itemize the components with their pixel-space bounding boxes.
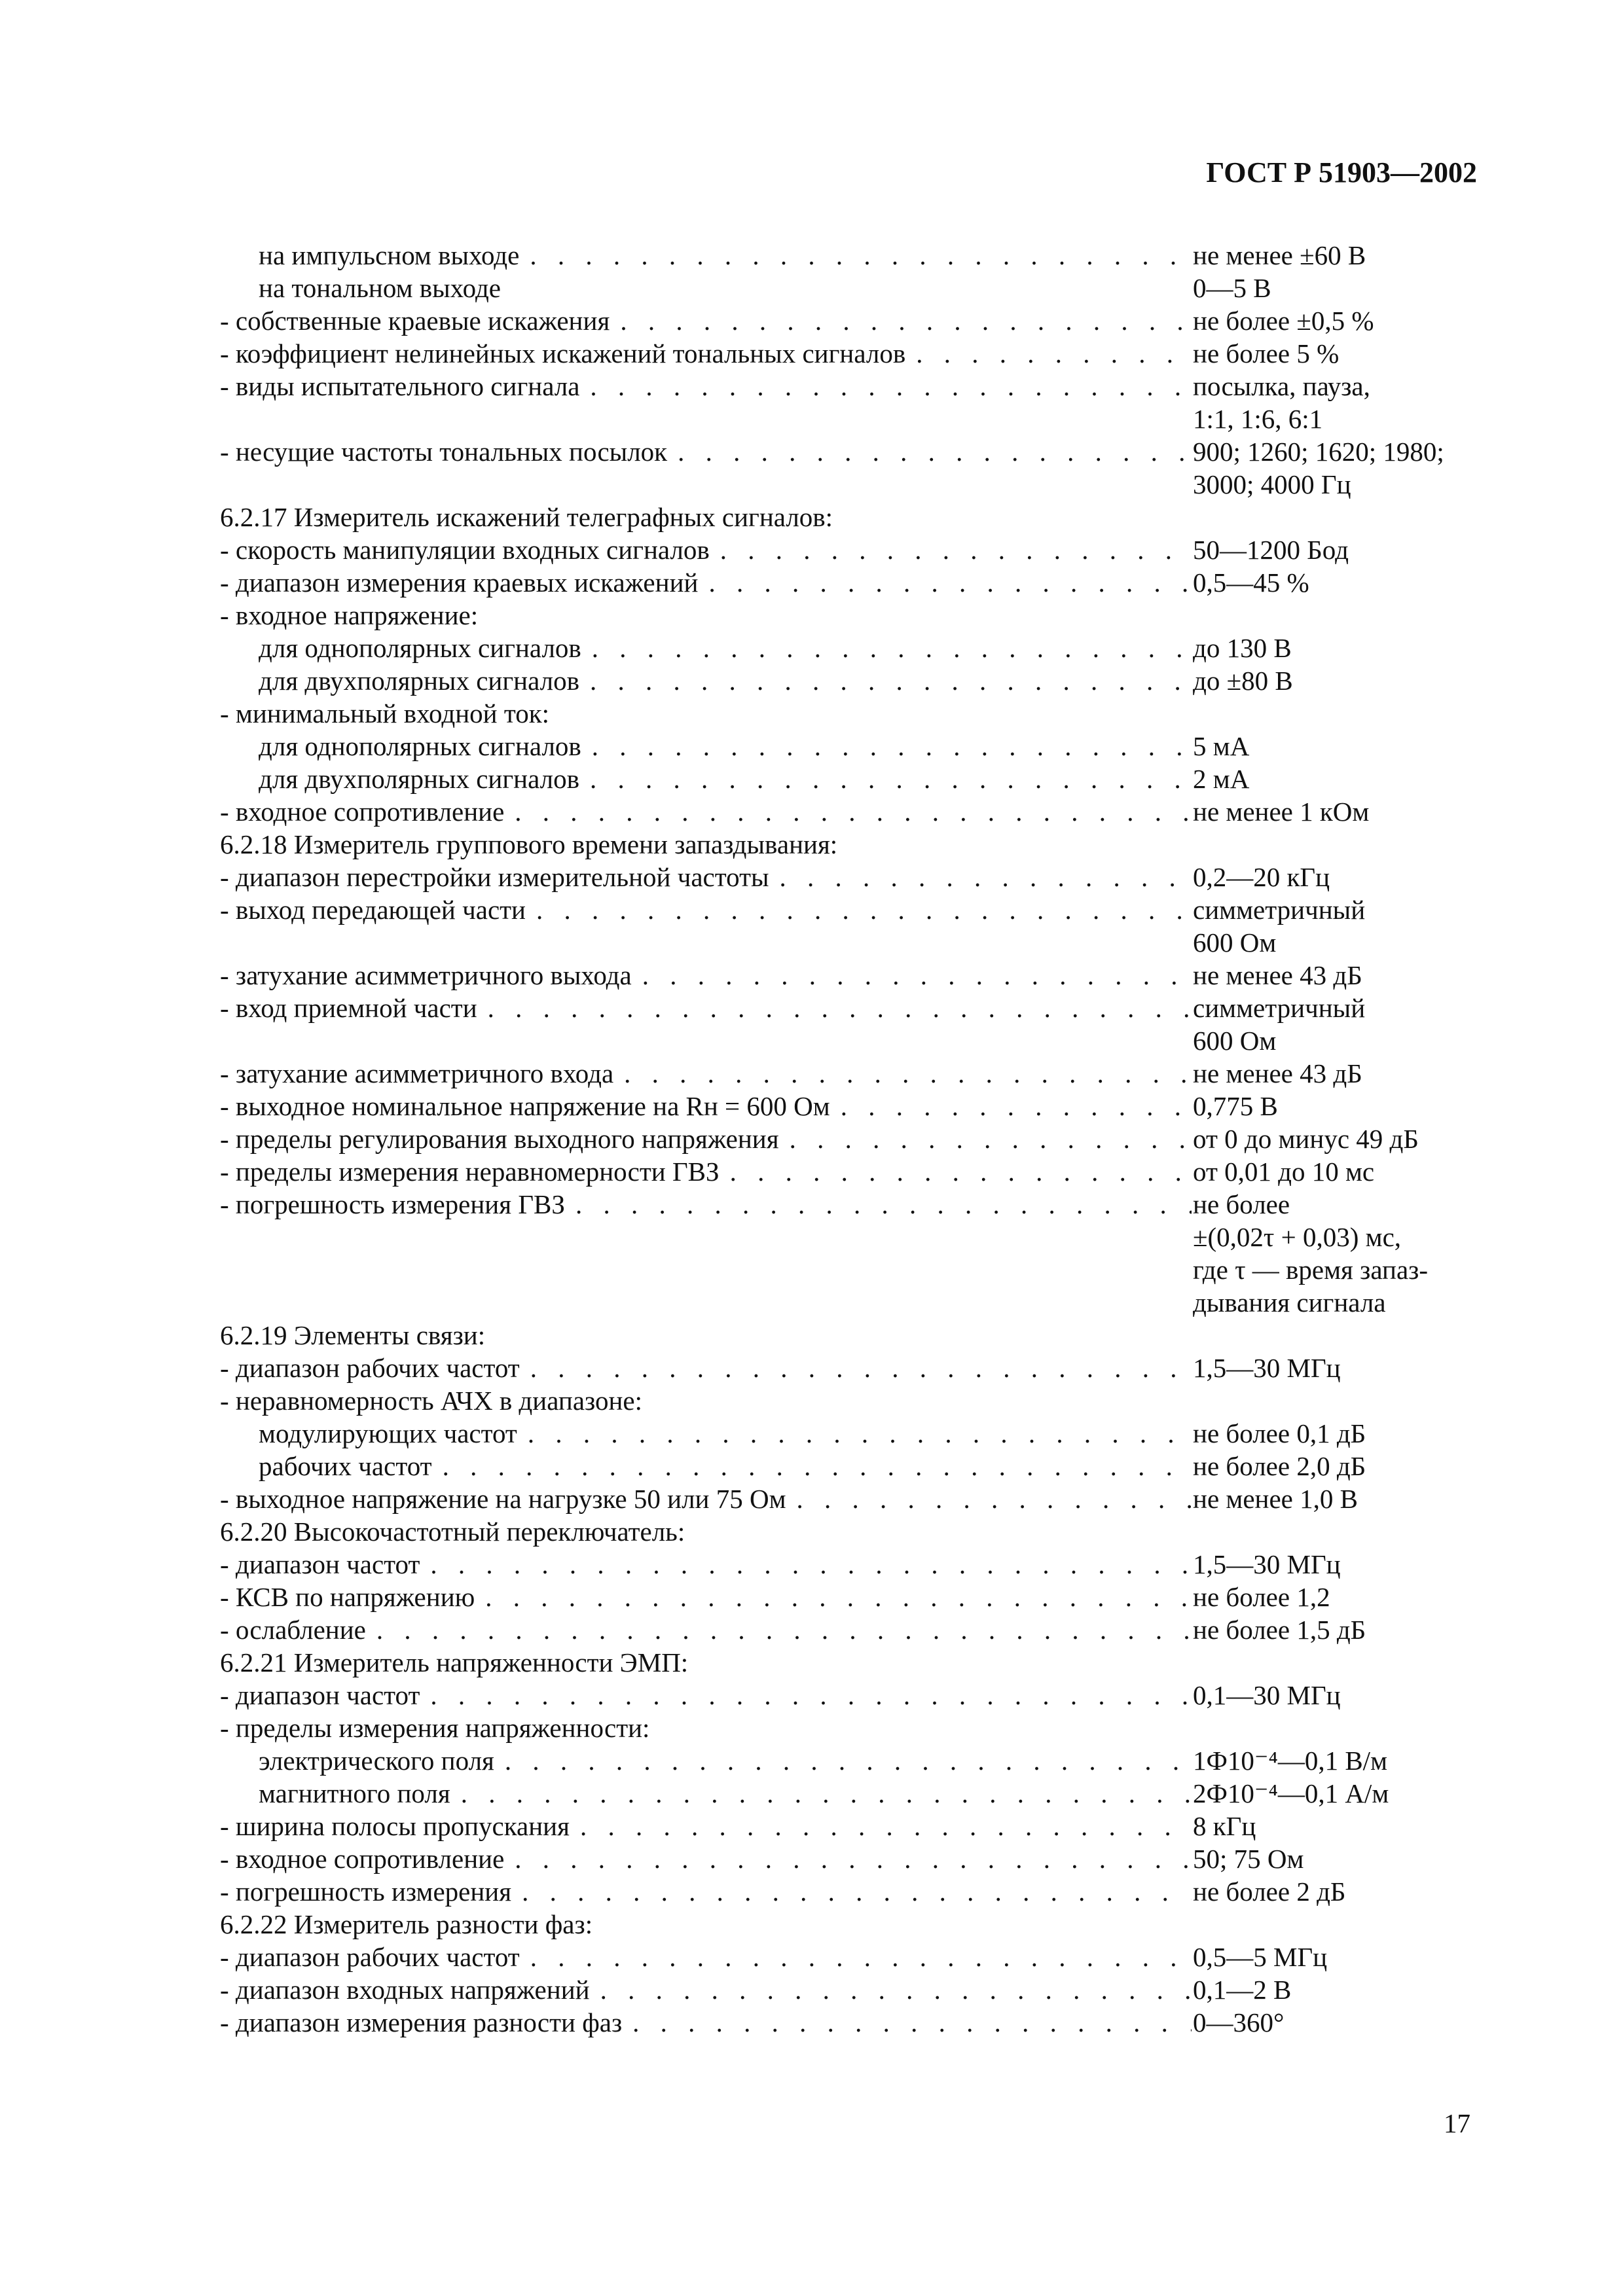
dot-leader	[720, 1155, 1192, 1188]
section-heading	[220, 1908, 1477, 1941]
spec-value-line: не более 5 %	[1193, 338, 1340, 368]
dot-leader	[517, 1417, 1192, 1450]
spec-value	[1192, 1744, 1477, 1777]
spec-value	[1192, 1810, 1477, 1842]
spec-value-line: симметричный	[1193, 993, 1366, 1023]
spec-row	[220, 861, 1477, 893]
spec-value	[1192, 992, 1477, 1057]
spec-value	[1192, 632, 1477, 664]
spec-label: - диапазон частот	[220, 1680, 420, 1710]
spec-value	[1192, 762, 1477, 795]
spec-value-line: 1:1, 1:6, 6:1	[1193, 404, 1323, 434]
heading-text: 6.2.20 Высокочастотный переключатель:	[220, 1516, 685, 1547]
spec-value	[1192, 861, 1477, 893]
spec-value-line: где τ — время запаз-	[1193, 1255, 1429, 1285]
spec-value	[1192, 566, 1477, 599]
spec-row	[220, 1679, 1477, 1712]
dot-leader	[710, 533, 1192, 566]
dot-leader	[519, 239, 1192, 272]
spec-label: - пределы регулирования выходного напряжения	[220, 1124, 779, 1154]
spec-value-line: не более 0,1 дБ	[1193, 1418, 1366, 1448]
page-number: 17	[1444, 2108, 1470, 2138]
spec-value-line: 900; 1260; 1620; 1980;	[1193, 437, 1444, 467]
spec-value-line: не менее 43 дБ	[1193, 960, 1362, 990]
spec-value-line: 0—5 В	[1193, 273, 1271, 303]
section-heading	[220, 599, 1477, 632]
spec-row	[220, 272, 1477, 304]
dot-leader	[420, 1548, 1192, 1581]
dot-leader	[579, 664, 1192, 697]
heading-text: - входное напряжение:	[220, 600, 479, 630]
spec-row	[220, 1155, 1477, 1188]
spec-value-line: до 130 В	[1193, 633, 1292, 663]
spec-row	[220, 370, 1477, 435]
dot-leader	[475, 1581, 1192, 1613]
spec-value-line: ±(0,02τ + 0,03) мс,	[1193, 1222, 1402, 1252]
spec-label: - КСВ по напряжению	[220, 1582, 475, 1612]
spec-value-line: не менее 43 дБ	[1193, 1058, 1362, 1088]
spec-row	[220, 1613, 1477, 1646]
spec-value-line: 2Ф10⁻⁴—0,1 А/м	[1193, 1778, 1389, 1808]
spec-value-line: 8 кГц	[1193, 1811, 1256, 1841]
spec-label: - собственные краевые искажения	[220, 306, 610, 336]
spec-value-line: 2 мА	[1193, 764, 1250, 794]
dot-leader	[786, 1482, 1192, 1515]
spec-value	[1192, 730, 1477, 762]
spec-row	[220, 795, 1477, 828]
dot-leader	[769, 861, 1192, 893]
spec-row	[220, 1548, 1477, 1581]
spec-label: - выходное номинальное напряжение на Rн = 600 Ом	[220, 1091, 830, 1121]
section-heading	[220, 1515, 1477, 1548]
spec-row	[220, 435, 1477, 501]
spec-row	[220, 2006, 1477, 2039]
spec-row	[220, 1744, 1477, 1777]
spec-label: - пределы измерения неравномерности ГВЗ	[220, 1157, 720, 1187]
spec-value	[1192, 1352, 1477, 1384]
spec-row	[220, 1057, 1477, 1090]
spec-label: - диапазон рабочих частот	[220, 1353, 520, 1383]
spec-label: - затухание асимметричного выхода	[220, 960, 632, 990]
spec-label: - ширина полосы пропускания	[220, 1811, 570, 1841]
spec-row	[220, 893, 1477, 959]
spec-row	[220, 337, 1477, 370]
dot-leader	[698, 566, 1192, 599]
spec-row	[220, 730, 1477, 762]
spec-label: - входное сопротивление	[220, 1844, 505, 1874]
dot-leader	[579, 762, 1192, 795]
spec-value	[1192, 337, 1477, 370]
spec-label: - диапазон входных напряжений	[220, 1975, 590, 2005]
spec-value	[1192, 1613, 1477, 1646]
spec-label: - входное сопротивление	[220, 797, 505, 827]
spec-value-line: 600 Ом	[1193, 1026, 1277, 1056]
spec-row	[220, 1941, 1477, 1973]
heading-text: 6.2.18 Измеритель группового времени запаздывания:	[220, 829, 838, 859]
spec-value-line: от 0 до минус 49 дБ	[1193, 1124, 1419, 1154]
spec-value	[1192, 1679, 1477, 1712]
spec-label: - диапазон измерения разности фаз	[220, 2007, 623, 2037]
spec-label: - скорость манипуляции входных сигналов	[220, 535, 710, 565]
spec-value-line: не более 2 дБ	[1193, 1876, 1346, 1907]
spec-value	[1192, 795, 1477, 828]
spec-value-line: не более ±0,5 %	[1193, 306, 1374, 336]
spec-label: - погрешность измерения	[220, 1876, 512, 1907]
section-heading	[220, 828, 1477, 861]
dot-leader	[450, 1777, 1192, 1810]
spec-row	[220, 1450, 1477, 1482]
spec-label: - диапазон рабочих частот	[220, 1942, 520, 1972]
spec-value-line: 0,1—30 МГц	[1193, 1680, 1341, 1710]
spec-value-line: 600 Ом	[1193, 927, 1277, 958]
dot-leader	[579, 370, 1192, 403]
spec-value-line: 5 мА	[1193, 731, 1250, 761]
spec-value-line: 50—1200 Бод	[1193, 535, 1349, 565]
heading-text: 6.2.19 Элементы связи:	[220, 1320, 486, 1350]
spec-label: - диапазон измерения краевых искажений	[220, 567, 699, 598]
spec-value	[1192, 893, 1477, 959]
dot-leader	[632, 959, 1192, 992]
dot-leader	[420, 1679, 1192, 1712]
spec-label: - диапазон перестройки измерительной частоты	[220, 862, 769, 892]
spec-label: модулирующих частот	[259, 1418, 517, 1448]
dot-leader	[830, 1090, 1192, 1122]
spec-value-line: симметричный	[1193, 895, 1366, 925]
section-heading	[220, 1384, 1477, 1417]
spec-value	[1192, 664, 1477, 697]
spec-label: - вход приемной части	[220, 993, 477, 1023]
dot-leader	[432, 1450, 1192, 1482]
spec-value	[1192, 1777, 1477, 1810]
spec-value	[1192, 1482, 1477, 1515]
spec-value-line: 0,2—20 кГц	[1193, 862, 1330, 892]
dot-leader	[622, 2006, 1192, 2039]
spec-row	[220, 664, 1477, 697]
dot-leader	[610, 304, 1192, 337]
spec-value-line: 50; 75 Ом	[1193, 1844, 1304, 1874]
spec-row	[220, 1973, 1477, 2006]
section-heading	[220, 1646, 1477, 1679]
dot-leader	[520, 1941, 1192, 1973]
spec-value	[1192, 1057, 1477, 1090]
spec-value-line: дывания сигнала	[1193, 1287, 1386, 1318]
spec-row	[220, 1842, 1477, 1875]
spec-value	[1192, 1548, 1477, 1581]
spec-row	[220, 304, 1477, 337]
spec-value	[1192, 2006, 1477, 2039]
spec-value	[1192, 1581, 1477, 1613]
dot-leader	[477, 992, 1192, 1024]
spec-value-line: 0,775 В	[1193, 1091, 1278, 1121]
document-header: ГОСТ Р 51903—2002	[1206, 156, 1477, 188]
section-heading	[220, 501, 1477, 533]
spec-row	[220, 1417, 1477, 1450]
spec-row	[220, 1482, 1477, 1515]
spec-value	[1192, 304, 1477, 337]
spec-value-line: не менее 1 кОм	[1193, 797, 1370, 827]
spec-label: для однополярных сигналов	[259, 633, 581, 663]
spec-value	[1192, 370, 1477, 435]
dot-leader	[511, 1875, 1192, 1908]
spec-value	[1192, 1973, 1477, 2006]
spec-value	[1192, 1842, 1477, 1875]
spec-value	[1192, 239, 1477, 272]
spec-label: - диапазон частот	[220, 1549, 420, 1579]
spec-row	[220, 1581, 1477, 1613]
spec-value-line: не более 1,5 дБ	[1193, 1615, 1366, 1645]
spec-label: на импульсном выходе	[259, 240, 520, 270]
dot-leader	[779, 1122, 1192, 1155]
spec-row	[220, 1352, 1477, 1384]
heading-text: 6.2.17 Измеритель искажений телеграфных сигналов:	[220, 502, 833, 532]
heading-text: - пределы измерения напряженности:	[220, 1713, 650, 1743]
spec-value-line: 1Ф10⁻⁴—0,1 В/м	[1193, 1746, 1388, 1776]
spec-value-line: 1,5—30 МГц	[1193, 1353, 1341, 1383]
spec-label: для двухполярных сигналов	[259, 666, 579, 696]
spec-label: - затухание асимметричного входа	[220, 1058, 614, 1088]
spec-label: - выходное напряжение на нагрузке 50 или 75 Ом	[220, 1484, 786, 1514]
spec-value	[1192, 533, 1477, 566]
dot-leader	[526, 893, 1192, 926]
section-heading	[220, 697, 1477, 730]
spec-value	[1192, 1188, 1477, 1319]
heading-text: 6.2.21 Измеритель напряженности ЭМП:	[220, 1647, 689, 1677]
spec-value-line: 3000; 4000 Гц	[1193, 469, 1351, 499]
dot-leader	[570, 1810, 1192, 1842]
spec-value-line: не более	[1193, 1189, 1290, 1219]
spec-label: электрического поля	[259, 1746, 494, 1776]
dot-leader	[667, 435, 1192, 468]
spec-row	[220, 533, 1477, 566]
spec-label: - ослабление	[220, 1615, 366, 1645]
spec-value	[1192, 1090, 1477, 1122]
spec-value-line: 1,5—30 МГц	[1193, 1549, 1341, 1579]
spec-value-line: до ±80 В	[1193, 666, 1293, 696]
spec-row	[220, 762, 1477, 795]
dot-leader	[504, 1842, 1192, 1875]
dot-leader	[494, 1744, 1192, 1777]
spec-row	[220, 566, 1477, 599]
section-heading	[220, 1319, 1477, 1352]
spec-label: - выход передающей части	[220, 895, 526, 925]
spec-value	[1192, 1417, 1477, 1450]
spec-label: - виды испытательного сигнала	[220, 371, 580, 401]
dot-leader	[581, 730, 1192, 762]
spec-value-line: не более 1,2	[1193, 1582, 1330, 1612]
spec-label: на тональном выходе	[259, 273, 501, 303]
spec-value-line: не более 2,0 дБ	[1193, 1451, 1366, 1481]
dot-leader	[581, 632, 1192, 664]
spec-label: - погрешность измерения ГВЗ	[220, 1189, 565, 1219]
spec-row	[220, 1122, 1477, 1155]
section-heading	[220, 1712, 1477, 1744]
heading-text: - неравномерность АЧХ в диапазоне:	[220, 1386, 643, 1416]
spec-label: для однополярных сигналов	[259, 731, 581, 761]
spec-value-line: 0,5—5 МГц	[1193, 1942, 1328, 1972]
spec-row	[220, 1090, 1477, 1122]
spec-value-line: посылка, пауза,	[1193, 371, 1370, 401]
spec-value	[1192, 1450, 1477, 1482]
dot-leader	[905, 337, 1192, 370]
dot-leader	[565, 1188, 1192, 1221]
spec-row	[220, 992, 1477, 1057]
spec-row	[220, 1875, 1477, 1908]
spec-value	[1192, 435, 1477, 501]
spec-value-line: 0—360°	[1193, 2007, 1285, 2037]
spec-row	[220, 1188, 1477, 1319]
spec-label: - коэффициент нелинейных искажений тональных сигналов	[220, 338, 906, 368]
spec-label: магнитного поля	[259, 1778, 450, 1808]
spec-value-line: от 0,01 до 10 мс	[1193, 1157, 1375, 1187]
spec-value	[1192, 1122, 1477, 1155]
spec-value	[1192, 959, 1477, 992]
heading-text: 6.2.22 Измеритель разности фаз:	[220, 1909, 593, 1939]
specification-list	[220, 239, 1477, 2039]
spec-value	[1192, 1875, 1477, 1908]
spec-value	[1192, 1941, 1477, 1973]
dot-leader	[504, 795, 1192, 828]
spec-value	[1192, 272, 1477, 304]
dot-leader	[590, 1973, 1192, 2006]
spec-value-line: не менее ±60 В	[1193, 240, 1366, 270]
spec-row	[220, 1777, 1477, 1810]
spec-row	[220, 1810, 1477, 1842]
dot-leader	[520, 1352, 1192, 1384]
spec-label: для двухполярных сигналов	[259, 764, 579, 794]
spec-value-line: не менее 1,0 В	[1193, 1484, 1358, 1514]
dot-leader	[613, 1057, 1192, 1090]
spec-label: - несущие частоты тональных посылок	[220, 437, 668, 467]
spec-row	[220, 632, 1477, 664]
spec-label: рабочих частот	[259, 1451, 432, 1481]
spec-row	[220, 959, 1477, 992]
spec-value	[1192, 1155, 1477, 1188]
spec-value-line: 0,5—45 %	[1193, 567, 1309, 598]
spec-row	[220, 239, 1477, 272]
spec-value-line: 0,1—2 В	[1193, 1975, 1292, 2005]
heading-text: - минимальный входной ток:	[220, 698, 550, 728]
dot-leader	[366, 1613, 1192, 1646]
